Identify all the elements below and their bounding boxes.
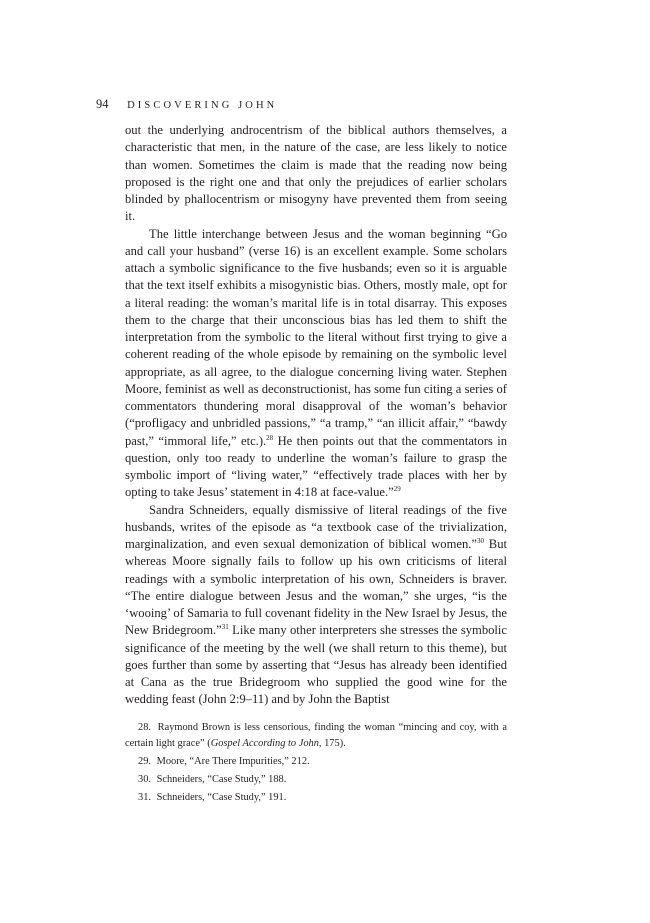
- footnotes: [125, 720, 507, 808]
- footnote-number: 28.: [138, 722, 155, 733]
- running-head-title: DISCOVERING JOHN: [127, 100, 278, 111]
- text-run: He then points out that the commentators in question, only too ready to underline the woman’s failure to grasp the symbolic import of “living water,” “effectively trade places with her by opting to take Jesus’ statement in 4:18 at face-value.”: [125, 433, 507, 500]
- footnote-number: 29.: [138, 755, 154, 767]
- footnote: [125, 772, 507, 788]
- text-run: Moore, “Are There Impurities,” 212.: [156, 755, 310, 767]
- footnote: [125, 790, 507, 806]
- paragraph: [125, 122, 507, 226]
- footnote-reference: 31: [221, 623, 229, 632]
- text-run: , 175).: [318, 737, 346, 749]
- text-run: Raymond Brown is less censorious, finding the woman “mincing and coy, with a certain light grace” (: [125, 722, 507, 749]
- footnote: [125, 754, 507, 770]
- paragraph: [125, 226, 507, 502]
- footnote: [125, 720, 507, 751]
- text-run: out the underlying androcentrism of the biblical authors themselves, a characteristic that men, in the nature of the case, are less likely to notice than women. Sometimes the claim is made that the reading now being proposed is the right one and that only the prejudices of earlier scholars blinded by phallocentrism or misogyny have prevented them from seeing it.: [125, 123, 507, 224]
- paragraph: [125, 502, 507, 709]
- italic-title: Gospel According to John: [210, 737, 319, 749]
- page-number: 94: [96, 97, 109, 111]
- body-text: [125, 122, 507, 709]
- text-run: Schneiders, “Case Study,” 188.: [156, 773, 287, 785]
- footnote-number: 31.: [138, 791, 154, 803]
- text-run: Like many other interpreters she stresses the symbolic significance of the meeting by the well (we shall return to this theme), but goes further than some by asserting that “Jesus has already been identified at Cana as the true Bridegroom who supplied the good wine for the wedding feast (John 2:9–11) and by John the Baptist: [125, 623, 507, 707]
- footnote-reference: 30: [477, 537, 485, 545]
- running-header: [96, 97, 277, 113]
- text-run: But whereas Moore signally fails to follow up his own criticisms of literal readings with a symbolic interpretation of his own, Schneiders is braver. “The entire dialogue between Jesus and the woman,” she urges, “is the ‘wooing’ of Samaria to full covenant fidelity in the New Israel by Jesus, the New Bridegroom.”: [125, 537, 507, 638]
- footnote-number: 30.: [138, 773, 154, 785]
- text-run: Sandra Schneiders, equally dismissive of literal readings of the five husbands, writes of the episode as “a textbook case of the trivialization, marginalization, and even sexual demonization of biblical women.”: [125, 502, 507, 551]
- text-run: Schneiders, “Case Study,” 191.: [156, 791, 287, 803]
- footnote-reference: 29: [393, 485, 401, 494]
- text-run: The little interchange between Jesus and the woman beginning “Go and call your husband” (verse 16) is an excellent example. Some scholars attach a symbolic significance to the five husbands; even so it is arguable that the text itself exhibits a misogynistic bias. Others, mostly male, opt for a literal reading: the woman’s marital life is in total disarray. This exposes them to the charge that their unconscious bias has led them to shift the interpretation from the symbolic to the literal without first trying to give a coherent reading of the whole episode by remaining on the symbolic level appropriate, as all agree, to the dialogue concerning living water. Stephen Moore, feminist as well as deconstructionist, has some fun citing a series of commentators thundering moral disapproval of the woman’s behavior (“profligacy and unbridled passions,” “a tramp,” “an illicit affair,” “bawdy past,” “immoral life,” etc.).: [125, 226, 507, 448]
- footnote-reference: 28: [266, 433, 274, 442]
